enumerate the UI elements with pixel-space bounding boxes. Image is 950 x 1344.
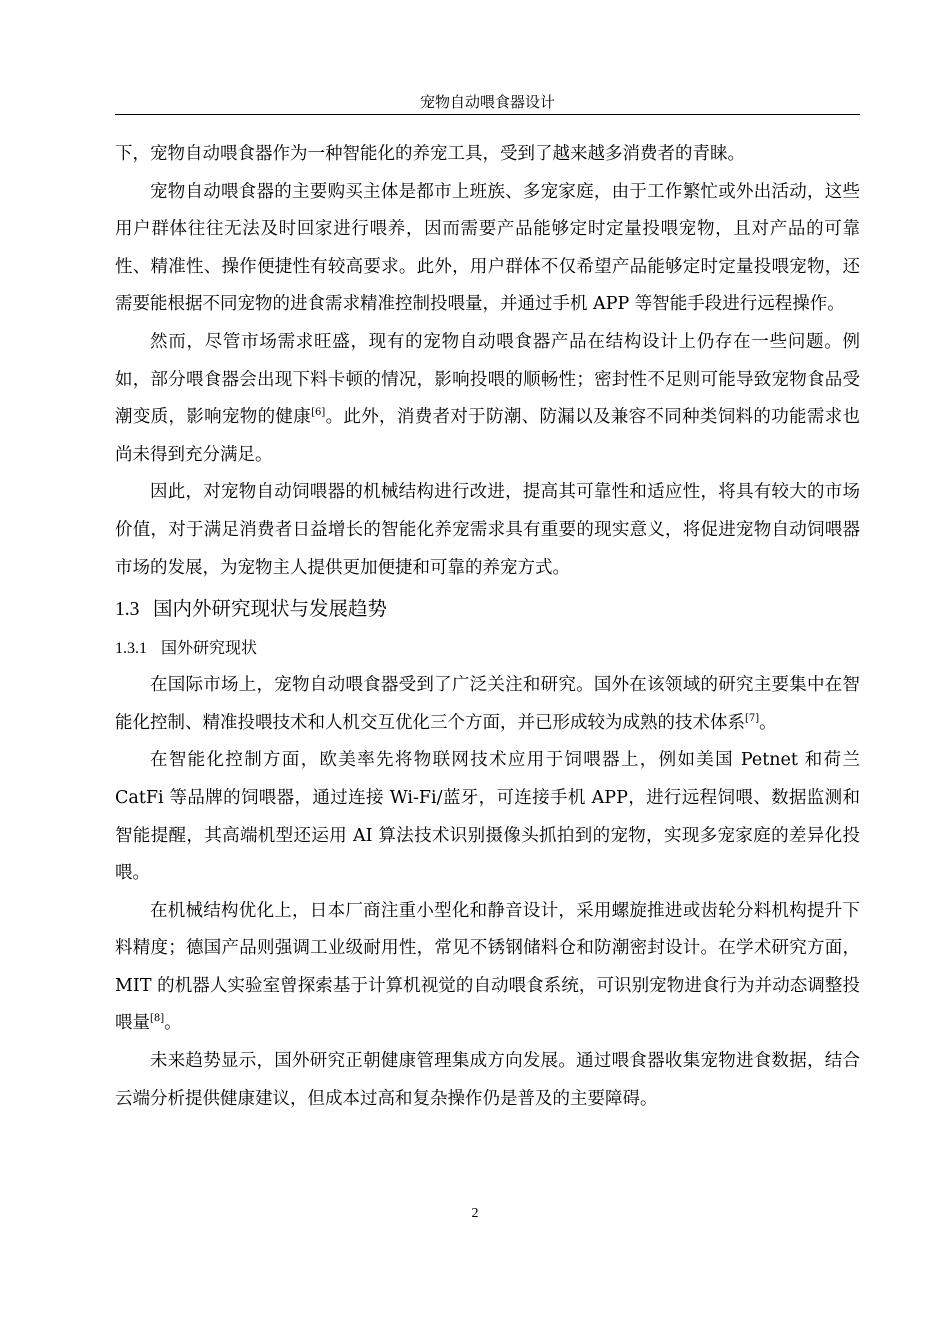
paragraph-continued: 下，宠物自动喂食器作为一种智能化的养宠工具，受到了越来越多消费者的青睐。 bbox=[115, 144, 745, 164]
subsection-heading-1-3-1 bbox=[115, 630, 860, 667]
citation-8: [8] bbox=[150, 1013, 165, 1025]
paragraph-text: 在机械结构优化上，日本厂商注重小型化和静音设计，采用螺旋推进或齿轮分料机构提升下料精度；德国产品则强调工业级耐用性，常见不锈钢储料仓和防潮密封设计。在学术研究方面，MIT 的机器人实验室曾探索基于计算机视觉的自动喂食系统，可识别宠物进食行为并动态调整投喂量 bbox=[115, 900, 860, 1034]
section-heading-1-3 bbox=[115, 589, 860, 630]
paragraph-text: 。 bbox=[164, 1013, 182, 1034]
running-header: 宠物自动喂食器设计 bbox=[419, 93, 555, 111]
paragraph-text: 。 bbox=[759, 712, 777, 733]
citation-6: [6] bbox=[311, 407, 326, 419]
paragraph-target-users: 宠物自动喂食器的主要购买主体是都市上班族、多宠家庭，由于工作繁忙或外出活动，这些用户群体往往无法及时回家进行喂养，因而需要产品能够定时定量投喂宠物，且对产品的可靠性、精准性、操作便捷性有较高要求。此外，用户群体不仅希望产品能够定时定量投喂宠物，还需要能根据不同宠物的进食需求精准控制投喂量，并通过手机 APP 等智能手段进行远程操作。 bbox=[115, 181, 860, 315]
page-number: 2 bbox=[471, 1206, 479, 1221]
paragraph-significance: 因此，对宠物自动饲喂器的机械结构进行改进，提高其可靠性和适应性，将具有较大的市场价值，对于满足消费者日益增长的智能化养宠需求具有重要的现实意义，将促进宠物自动饲喂器市场的发展，为宠物主人提供更加便捷和可靠的养宠方式。 bbox=[115, 482, 860, 578]
paragraph-design-problems bbox=[115, 324, 860, 474]
paragraph-international-overview bbox=[115, 667, 860, 742]
paragraph-smart-control: 在智能化控制方面，欧美率先将物联网技术应用于饲喂器上，例如美国 Petnet 和荷兰 CatFi 等品牌的饲喂器，通过连接 Wi-Fi/蓝牙，可连接手机 APP，进行远程饲喂、数据监测和智能提醒，其高端机型还运用 AI 算法技术识别摄像头抓拍到的宠物，实现多宠家庭的差异化投喂。 bbox=[115, 750, 860, 884]
header-divider bbox=[115, 114, 860, 115]
paragraph-text: 然而，尽管市场需求旺盛，现有的宠物自动喂食器产品在结构设计上仍存在一些问题。例如，部分喂食器会出现下料卡顿的情况，影响投喂的顺畅性；密封性不足则可能导致宠物食品受潮变质，影响宠物的健康 bbox=[115, 331, 860, 428]
subsection-title: 国外研究现状 bbox=[161, 638, 258, 658]
paragraph-mechanical-optimization bbox=[115, 893, 860, 1043]
section-number: 1.3 bbox=[115, 599, 140, 621]
document-body bbox=[115, 136, 860, 1118]
citation-7: [7] bbox=[745, 712, 760, 724]
paragraph-text: 。此外，消费者对于防潮、防漏以及兼容不同种类饲料的功能需求也尚未得到充分满足。 bbox=[115, 407, 860, 465]
subsection-number: 1.3.1 bbox=[115, 640, 147, 658]
paragraph-text: 在国际市场上，宠物自动喂食器受到了广泛关注和研究。国外在该领域的研究主要集中在智能化控制、精准投喂技术和人机交互优化三个方面，并已形成较为成熟的技术体系 bbox=[115, 675, 860, 733]
section-title: 国内外研究现状与发展趋势 bbox=[153, 597, 388, 621]
paragraph-future-trends: 未来趋势显示，国外研究正朝健康管理集成方向发展。通过喂食器收集宠物进食数据，结合云端分析提供健康建议，但成本过高和复杂操作仍是普及的主要障碍。 bbox=[115, 1051, 860, 1109]
